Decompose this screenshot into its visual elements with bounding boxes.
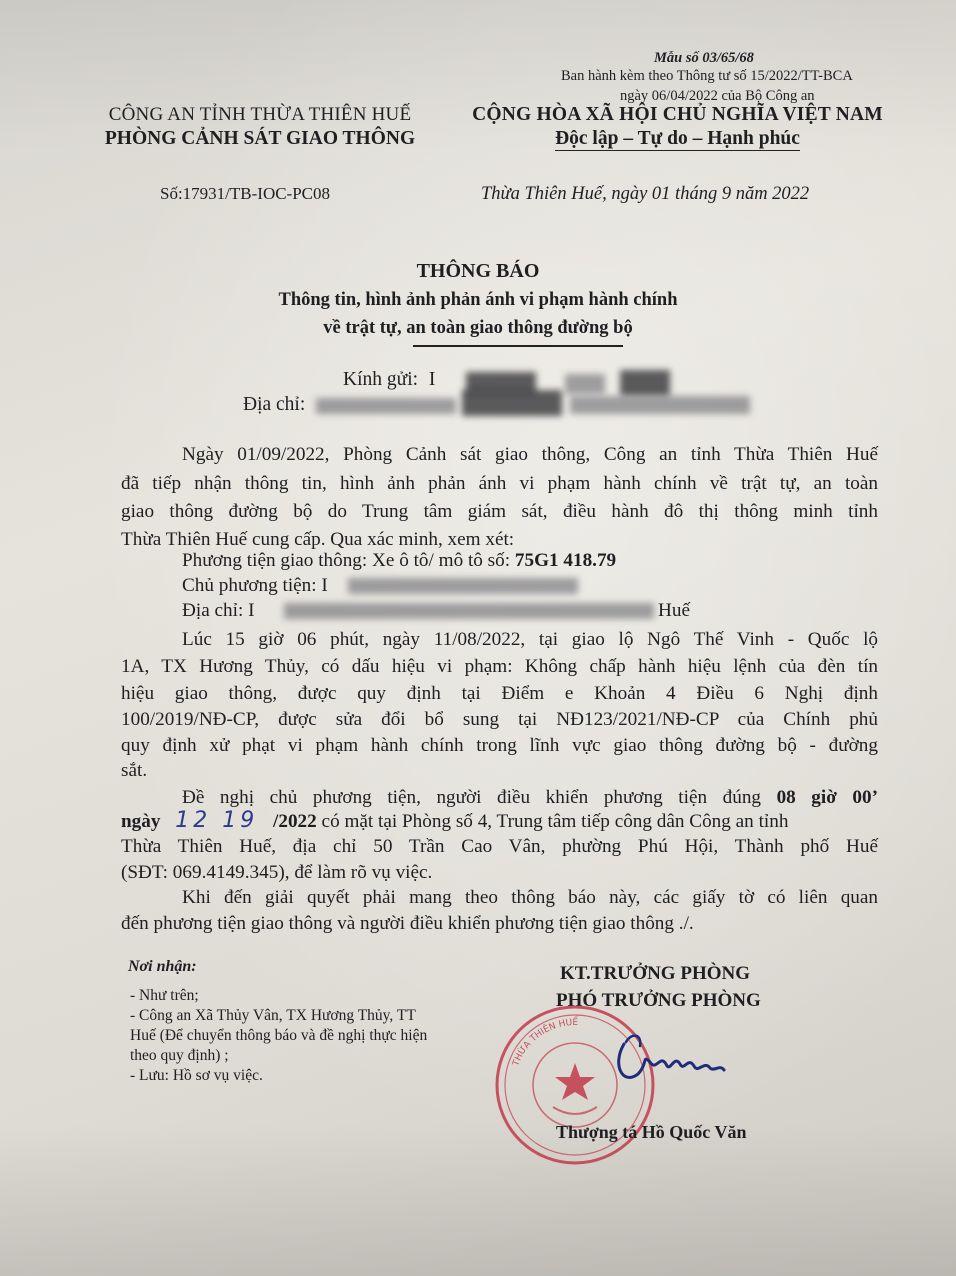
- appointment-time: 08 giờ 00’: [776, 787, 878, 808]
- agency-parent: CÔNG AN TỈNH THỪA THIÊN HUẾ: [108, 104, 412, 125]
- recipient-address-label: Địa chỉ:: [243, 394, 306, 415]
- redacted-owner-address: [284, 603, 654, 619]
- para1-line1: Ngày 01/09/2022, Phòng Cảnh sát giao thông, Công an tỉnh Thừa Thiên Huế: [182, 444, 878, 465]
- para1-line2: đã tiếp nhận thông tin, hình ảnh phản ánh vi phạm hành chính về trật tự, an toàn: [121, 473, 878, 494]
- recipients-line-4: theo quy định) ;: [130, 1047, 229, 1064]
- handwritten-signature: [612, 1024, 732, 1094]
- issued-line-2: ngày 06/04/2022 của Bộ Công an: [620, 88, 815, 104]
- redacted-recipient-name-2: [565, 374, 605, 394]
- recipients-title: Nơi nhận:: [128, 958, 197, 975]
- para3-line3: Thừa Thiên Huế, địa chỉ 50 Trần Cao Vân, phường Phú Hội, Thành phố Huế: [121, 836, 878, 857]
- owner-line: [182, 575, 328, 597]
- vehicle-label: Phương tiện giao thông: Xe ô tô/ mô tô số:: [182, 550, 515, 571]
- para2-line2: 1A, TX Hương Thủy, có dấu hiệu vi phạm: Không chấp hành hiệu lệnh của đèn tín: [121, 656, 878, 677]
- recipient-address-line: [243, 394, 305, 416]
- recipients-line-3: Huế (Để chuyển thông báo và đề nghị thực hiện: [130, 1027, 428, 1044]
- owner-address-label: Địa chỉ: I: [182, 600, 255, 621]
- issued-line-1: Ban hành kèm theo Thông tư số 15/2022/TT-BCA: [561, 68, 853, 84]
- appointment-day-label: ngày: [121, 811, 161, 832]
- agency-name: PHÒNG CẢNH SÁT GIAO THÔNG: [104, 128, 416, 149]
- national-header: [450, 104, 905, 150]
- agency-header: [60, 104, 460, 150]
- para2-line1: Lúc 15 giờ 06 phút, ngày 11/08/2022, tại giao lộ Ngô Thế Vinh - Quốc lộ: [182, 629, 878, 650]
- para2-line3: hiệu giao thông, được quy định tại Điểm e Khoản 4 Điều 6 Nghị định: [121, 683, 878, 704]
- appointment-place: có mặt tại Phòng số 4, Trung tâm tiếp công dân Công an tỉnh: [316, 811, 789, 832]
- signature-role-2: PHÓ TRƯỞNG PHÒNG: [556, 990, 761, 1011]
- recipients-line-1: - Như trên;: [130, 987, 199, 1004]
- document-number: Số:17931/TB-IOC-PC08: [160, 184, 331, 203]
- recipients-line-2: - Công an Xã Thủy Vân, TX Hương Thủy, TT: [130, 1007, 416, 1024]
- handwritten-date: 12 19: [175, 808, 259, 833]
- recipient-line: [343, 369, 435, 391]
- para2-line6: sắt.: [121, 760, 148, 781]
- title-underline: [413, 345, 623, 347]
- para1-line4: Thừa Thiên Huế cung cấp. Qua xác minh, xem xét:: [121, 529, 515, 550]
- recipient-label: Kính gửi:: [343, 369, 419, 390]
- vehicle-plate: 75G1 418.79: [514, 550, 617, 571]
- para4-line1: Khi đến giải quyết phải mang theo thông báo này, các giấy tờ có liên quan: [182, 887, 878, 908]
- document-subtitle-2: về trật tự, an toàn giao thông đường bộ: [323, 318, 633, 338]
- national-motto: Độc lập – Tự do – Hạnh phúc: [555, 128, 800, 149]
- recipient-prefix: I: [428, 369, 436, 390]
- owner-prefix: I: [321, 575, 328, 596]
- redacted-owner-name: [348, 578, 578, 594]
- para3-text: Đề nghị chủ phương tiện, người điều khiển phương tiện đúng: [182, 787, 777, 808]
- para1-line3: giao thông đường bộ do Trung tâm giám sát, điều hành đô thị thông minh tỉnh: [121, 501, 878, 522]
- redacted-recipient-address: [316, 398, 456, 414]
- redacted-recipient-address-3: [570, 396, 750, 414]
- country-name: CỘNG HÒA XÃ HỘI CHỦ NGHĨA VIỆT NAM: [472, 104, 883, 125]
- appointment-year: /2022: [273, 811, 317, 832]
- recipients-line-5: - Lưu: Hồ sơ vụ việc.: [130, 1067, 263, 1084]
- document-subtitle-1: Thông tin, hình ảnh phản ánh vi phạm hành chính: [278, 290, 678, 310]
- para3-line1: [182, 787, 878, 809]
- redacted-recipient-name-3: [620, 370, 670, 396]
- svg-text:THỪA THIÊN HUẾ: THỪA THIÊN HUẾ: [511, 1017, 579, 1068]
- document-title: THÔNG BÁO: [416, 260, 540, 282]
- para4-line2: đến phương tiện giao thông và người điều khiển phương tiện giao thông ./.: [121, 913, 694, 934]
- para2-line4: 100/2019/NĐ-CP, được sửa đổi bổ sung tại NĐ123/2021/NĐ-CP của Chính phủ: [121, 709, 878, 730]
- place-date: Thừa Thiên Huế, ngày 01 tháng 9 năm 2022: [481, 184, 810, 204]
- owner-address-line: [182, 600, 254, 622]
- para3-line4: (SĐT: 069.4149.345), để làm rõ vụ việc.: [121, 862, 433, 883]
- owner-label: Chủ phương tiện:: [182, 575, 317, 596]
- owner-address-suffix: Huế: [658, 600, 690, 621]
- signature-role-1: KT.TRƯỞNG PHÒNG: [560, 963, 750, 984]
- form-number: Mẫu số 03/65/68: [654, 50, 754, 66]
- signer-name: Thượng tá Hồ Quốc Văn: [556, 1122, 747, 1142]
- redacted-recipient-address-2: [462, 390, 562, 416]
- vehicle-line: [182, 550, 616, 572]
- para2-line5: quy định xử phạt vi phạm hành chính trong lĩnh vực giao thông đường bộ - đường: [121, 735, 878, 756]
- para3-line2: [121, 810, 788, 833]
